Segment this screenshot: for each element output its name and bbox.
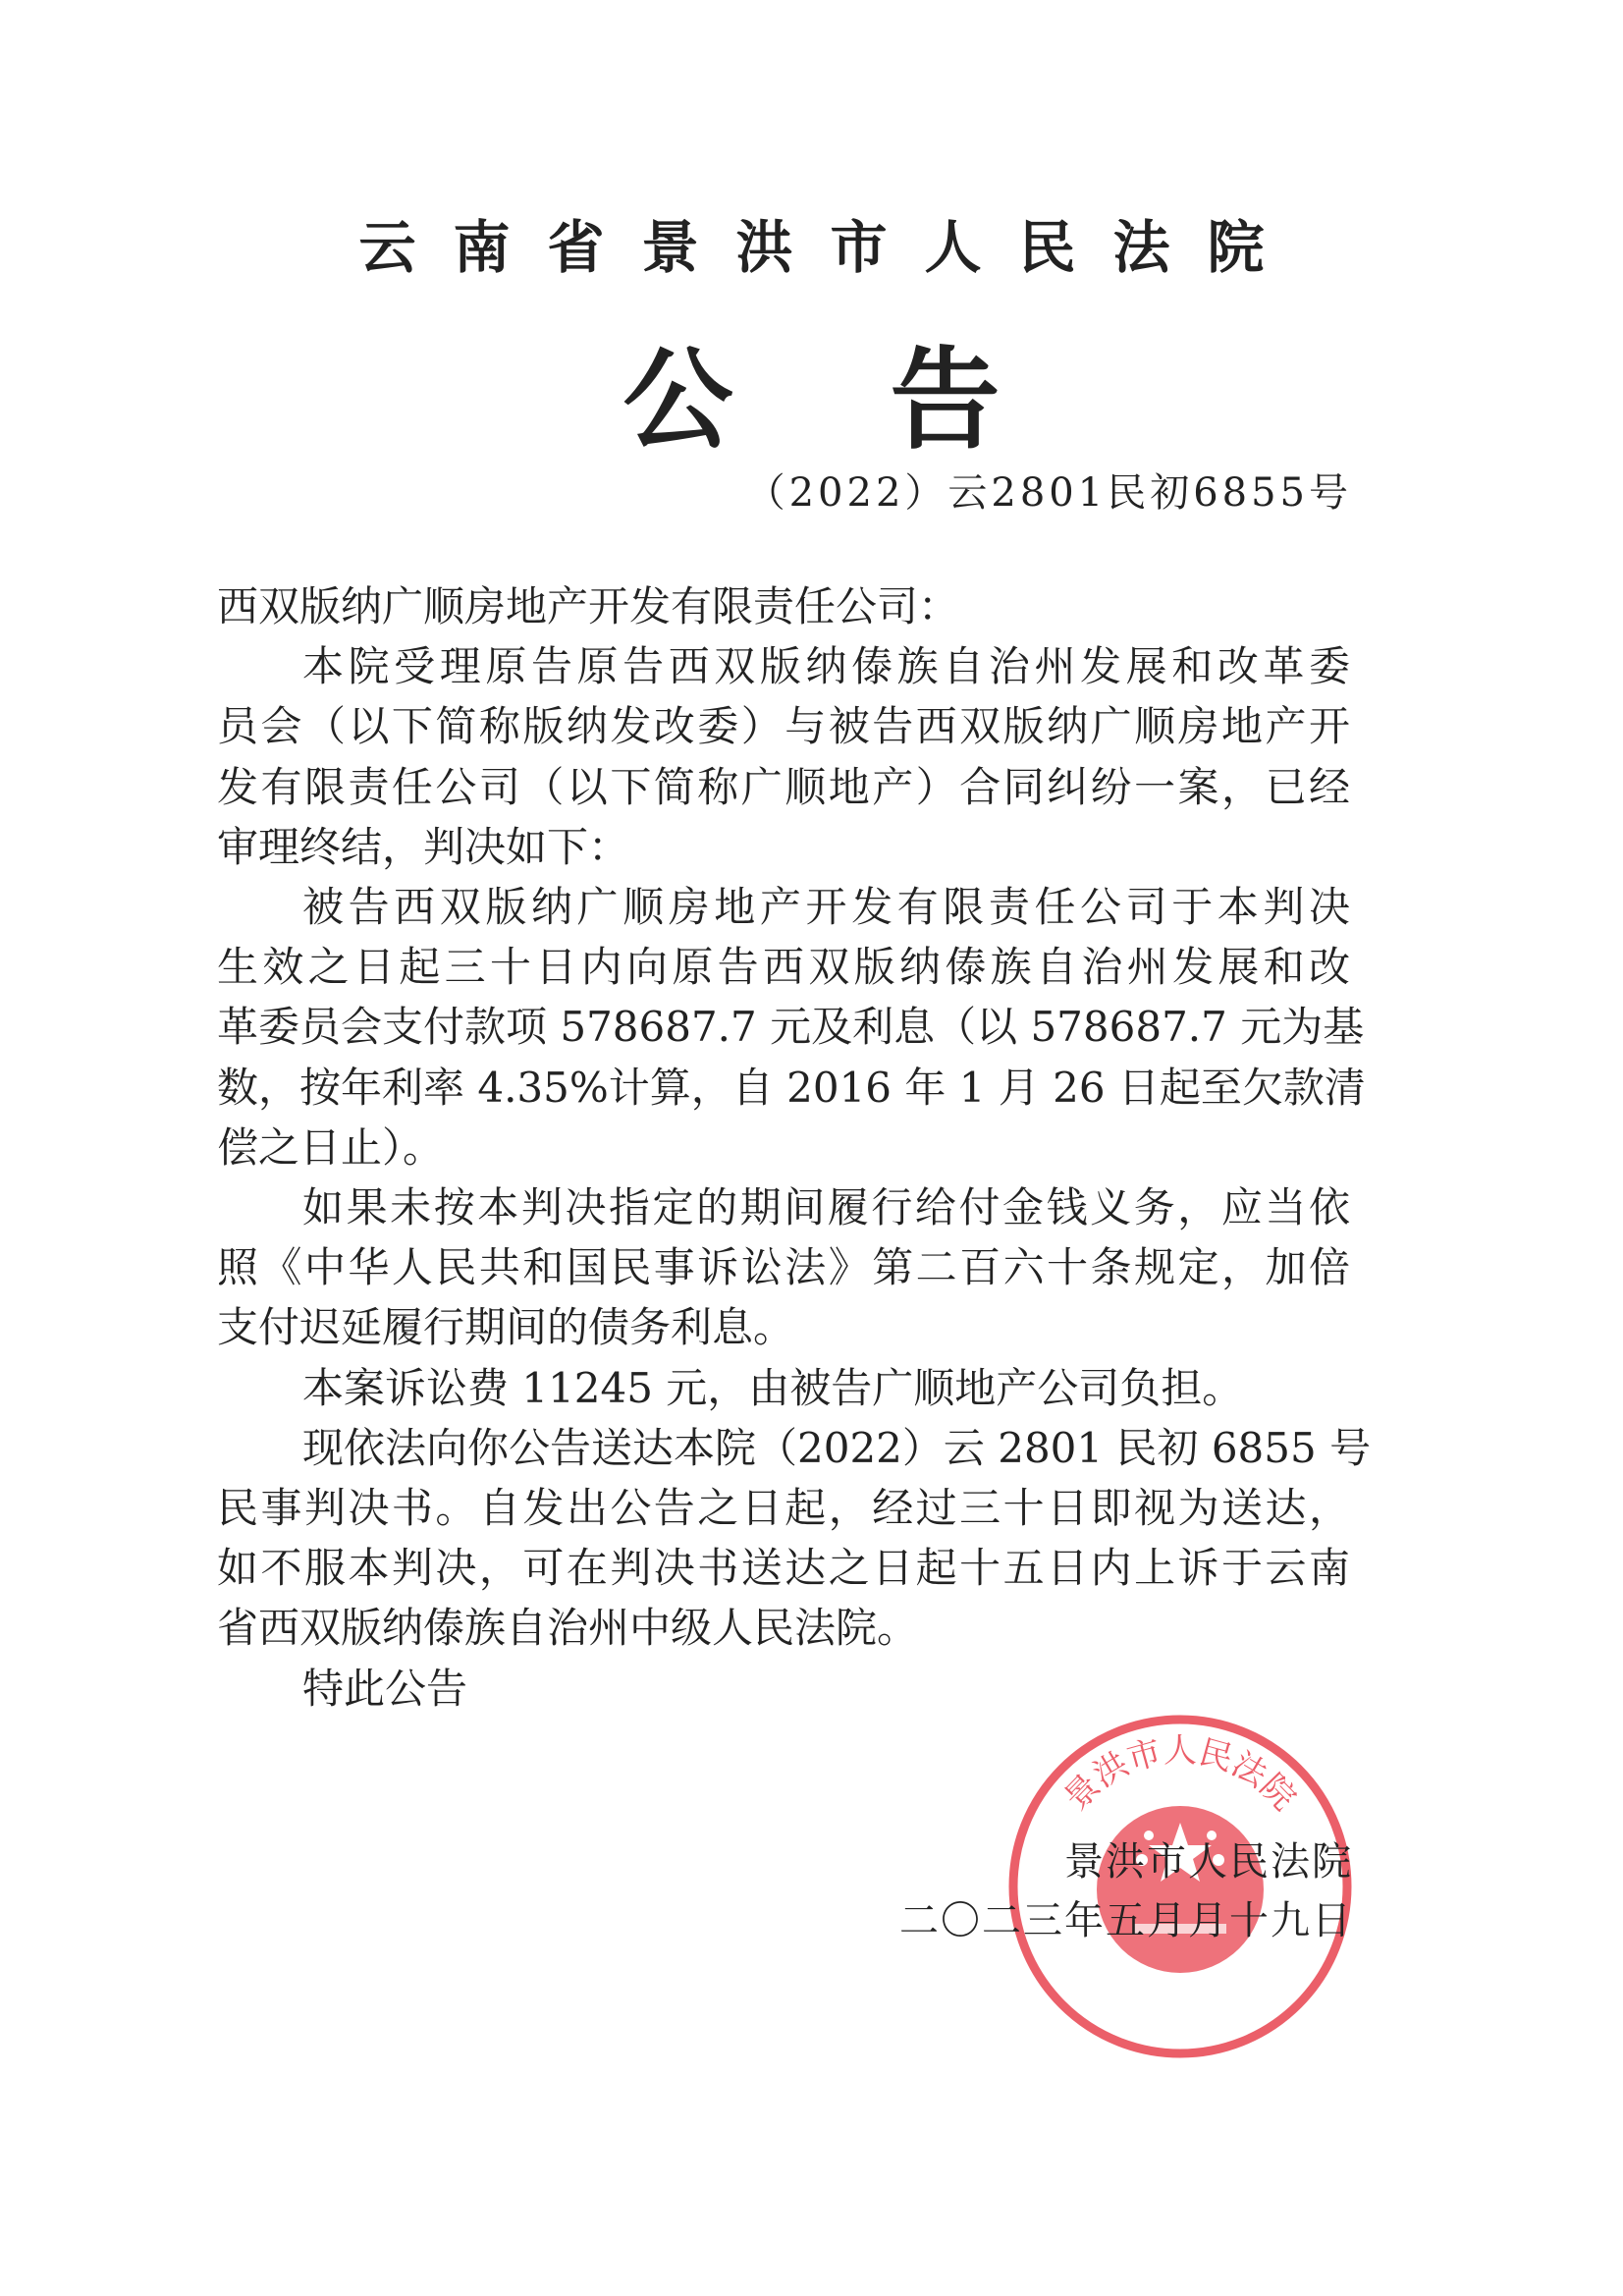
court-name: 云南省景洪市人民法院 [358, 214, 1302, 281]
body-line: 本案诉讼费 11245 元，由被告广顺地产公司负担。 [302, 1363, 1244, 1412]
body-line: 本院受理原告原告西双版纳傣族自治州发展和改革委 [302, 642, 1350, 691]
body-line: 生效之日起三十日内向原告西双版纳傣族自治州发展和改 [217, 943, 1350, 992]
body-line: 审理终结，判决如下： [217, 822, 630, 871]
body-line: 支付迟延履行期间的债务利息。 [217, 1303, 795, 1352]
body-line: 如果未按本判决指定的期间履行给付金钱义务，应当依 [302, 1183, 1350, 1231]
signature-court: 景洪市人民法院 [1064, 1839, 1353, 1885]
court-seal [1006, 1713, 1354, 2060]
body-line: 员会（以下简称版纳发改委）与被告西双版纳广顺房地产开 [217, 702, 1350, 751]
body-line: 照《中华人民共和国民事诉讼法》第二百六十条规定，加倍 [217, 1243, 1350, 1292]
signature-date: 二〇二三年五月月十九日 [899, 1898, 1353, 1943]
body-line: 发有限责任公司（以下简称广顺地产）合同纠纷一案，已经 [217, 762, 1350, 811]
seal-text: 景洪市人民法院 [1056, 1731, 1304, 1819]
document-title: 公告 [622, 336, 1158, 465]
body-line: 如不服本判决，可在判决书送达之日起十五日内上诉于云南 [217, 1544, 1350, 1593]
body-line: 西双版纳广顺房地产开发有限责任公司： [217, 582, 960, 630]
body-line: 数，按年利率 4.35%计算，自 2016 年 1 月 26 日起至欠款清 [217, 1063, 1366, 1112]
body-line: 革委员会支付款项 578687.7 元及利息（以 578687.7 元为基 [217, 1003, 1365, 1052]
case-number: （2022）云2801民初6855号 [745, 470, 1352, 516]
body-line: 偿之日止）。 [217, 1122, 445, 1172]
body-line: 现依法向你公告送达本院（2022）云 2801 民初 6855 号 [302, 1423, 1372, 1472]
body-line: 特此公告 [302, 1664, 468, 1713]
body-line: 被告西双版纳广顺房地产开发有限责任公司于本判决 [302, 883, 1350, 931]
body-line: 民事判决书。自发出公告之日起，经过三十日即视为送达， [217, 1484, 1350, 1532]
body-line: 省西双版纳傣族自治州中级人民法院。 [217, 1604, 919, 1653]
